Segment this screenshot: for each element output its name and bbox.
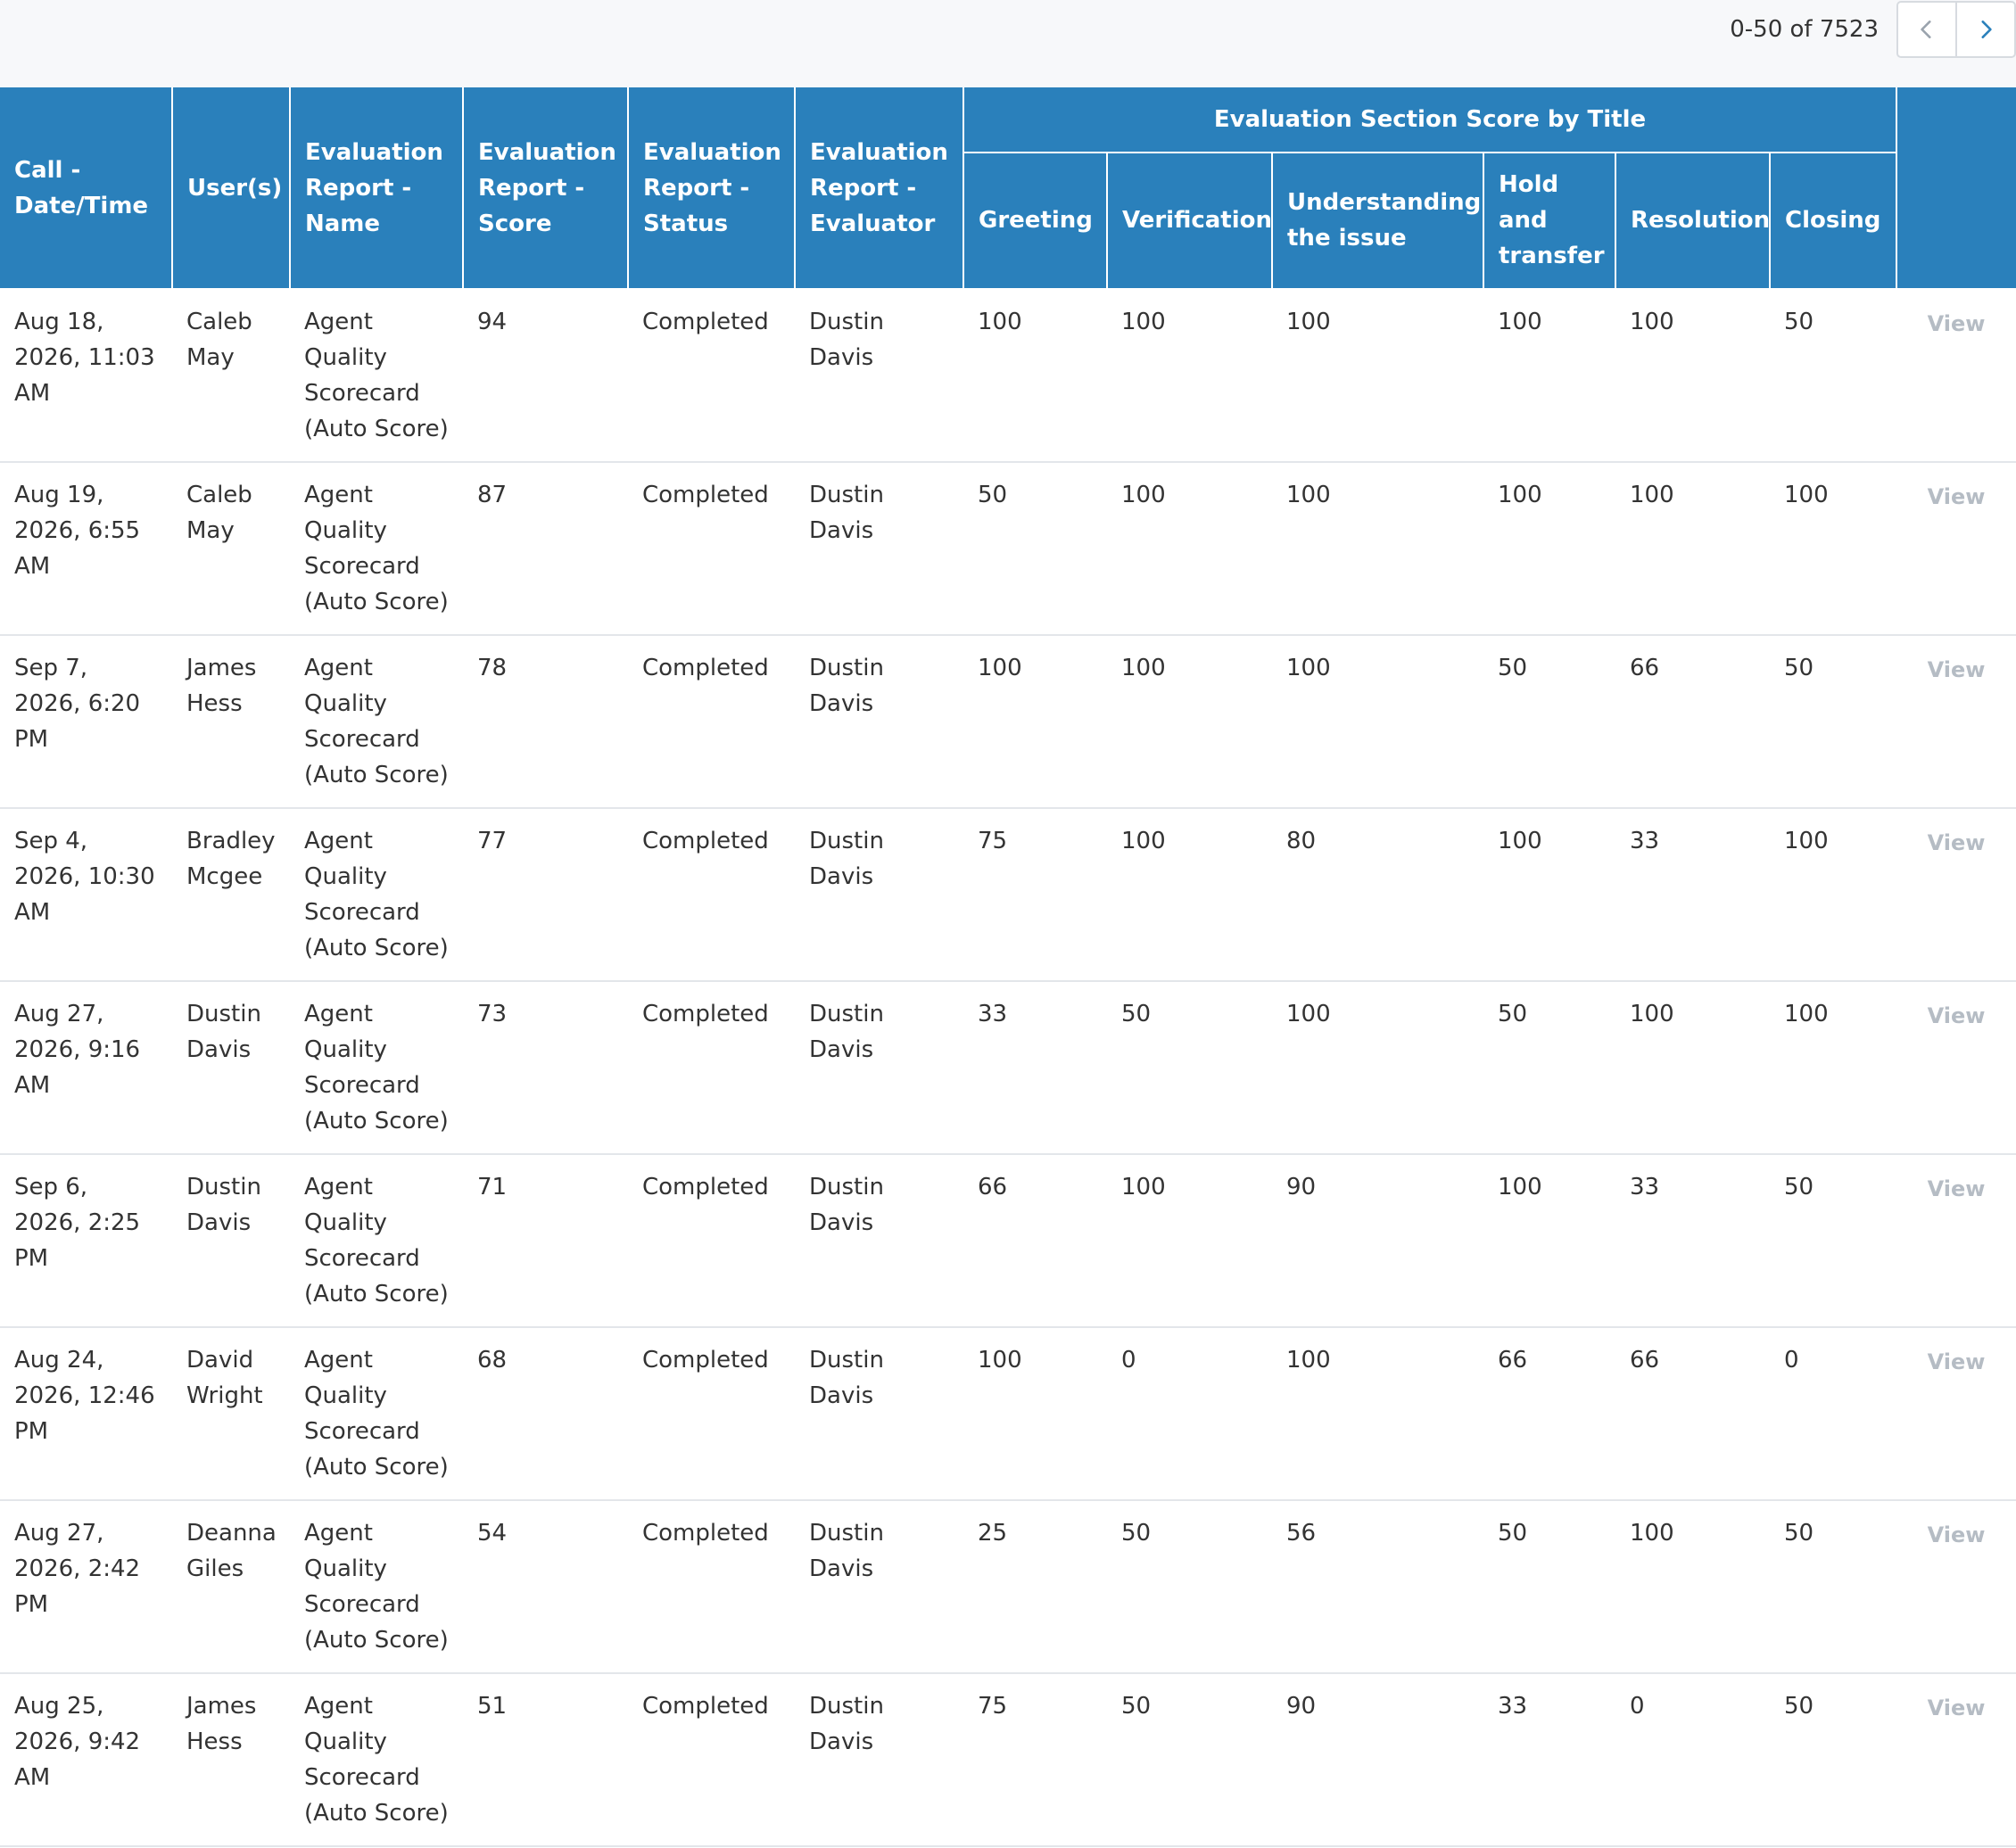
cell-hold-transfer-score: 100 [1483,808,1615,981]
table-row[interactable] [0,635,2016,808]
cell-report-status: Completed [628,808,795,981]
cell-report-name: Agent Quality Scorecard (Auto Score) [290,981,463,1154]
cell-verification-score: 100 [1107,289,1272,462]
cell-report-score: 87 [463,462,628,635]
table-row[interactable] [0,981,2016,1154]
cell-report-score: 94 [463,289,628,462]
chevron-right-icon [1974,18,1997,41]
column-header-verification[interactable]: Verification [1107,153,1272,289]
cell-report-evaluator: Dustin Davis [795,1154,963,1327]
cell-hold-transfer-score: 50 [1483,635,1615,808]
cell-user: James Hess [172,635,290,808]
column-header-report-name[interactable]: Evaluation Report - Name [290,87,463,289]
cell-report-status: Completed [628,1154,795,1327]
cell-report-status: Completed [628,1673,795,1846]
cell-report-score: 73 [463,981,628,1154]
cell-call-datetime: Aug 27, 2026, 9:16 AM [0,981,172,1154]
cell-report-score: 68 [463,1327,628,1500]
pagination [1730,0,2016,59]
cell-greeting-score: 25 [963,1500,1107,1673]
table-row[interactable] [0,462,2016,635]
cell-call-datetime: Aug 25, 2026, 9:42 AM [0,1673,172,1846]
cell-understanding-score: 56 [1272,1500,1483,1673]
column-header-actions [1896,87,2016,289]
cell-report-evaluator: Dustin Davis [795,808,963,981]
cell-report-evaluator: Dustin Davis [795,635,963,808]
cell-understanding-score: 100 [1272,981,1483,1154]
cell-resolution-score: 66 [1615,1327,1770,1500]
column-header-hold-transfer[interactable]: Hold and transfer [1483,153,1615,289]
cell-report-score: 51 [463,1673,628,1846]
cell-verification-score: 100 [1107,635,1272,808]
previous-page-button[interactable] [1898,3,1955,56]
cell-verification-score: 50 [1107,981,1272,1154]
table-body [0,289,2016,1846]
cell-resolution-score: 100 [1615,289,1770,462]
cell-closing-score: 0 [1770,1327,1896,1500]
cell-report-name: Agent Quality Scorecard (Auto Score) [290,1327,463,1500]
cell-resolution-score: 0 [1615,1673,1770,1846]
cell-greeting-score: 100 [963,1327,1107,1500]
cell-hold-transfer-score: 100 [1483,462,1615,635]
cell-understanding-score: 90 [1272,1673,1483,1846]
cell-closing-score: 50 [1770,635,1896,808]
view-link[interactable]: View [1896,808,2016,981]
cell-report-evaluator: Dustin Davis [795,1500,963,1673]
cell-closing-score: 50 [1770,1500,1896,1673]
cell-verification-score: 100 [1107,462,1272,635]
cell-report-evaluator: Dustin Davis [795,1327,963,1500]
cell-report-status: Completed [628,635,795,808]
column-header-report-evaluator[interactable]: Evaluation Report - Evaluator [795,87,963,289]
evaluations-table [0,87,2016,1847]
cell-resolution-score: 33 [1615,808,1770,981]
cell-closing-score: 50 [1770,1673,1896,1846]
cell-hold-transfer-score: 100 [1483,1154,1615,1327]
cell-report-status: Completed [628,1327,795,1500]
cell-resolution-score: 66 [1615,635,1770,808]
cell-resolution-score: 100 [1615,981,1770,1154]
cell-closing-score: 50 [1770,1154,1896,1327]
cell-report-status: Completed [628,1500,795,1673]
cell-report-name: Agent Quality Scorecard (Auto Score) [290,1154,463,1327]
view-link[interactable]: View [1896,981,2016,1154]
cell-understanding-score: 100 [1272,1327,1483,1500]
table-row[interactable] [0,1500,2016,1673]
cell-greeting-score: 75 [963,808,1107,981]
pagination-range: 0-50 of 7523 [1730,16,1879,43]
cell-report-name: Agent Quality Scorecard (Auto Score) [290,462,463,635]
cell-user: James Hess [172,1673,290,1846]
cell-verification-score: 100 [1107,1154,1272,1327]
column-header-resolution[interactable]: Resolution [1615,153,1770,289]
chevron-left-icon [1915,18,1938,41]
cell-understanding-score: 100 [1272,635,1483,808]
cell-verification-score: 50 [1107,1673,1272,1846]
cell-greeting-score: 100 [963,289,1107,462]
cell-closing-score: 100 [1770,981,1896,1154]
cell-report-status: Completed [628,981,795,1154]
cell-closing-score: 100 [1770,808,1896,981]
cell-report-name: Agent Quality Scorecard (Auto Score) [290,1500,463,1673]
cell-hold-transfer-score: 66 [1483,1327,1615,1500]
cell-resolution-score: 100 [1615,1500,1770,1673]
cell-understanding-score: 100 [1272,289,1483,462]
cell-hold-transfer-score: 50 [1483,1500,1615,1673]
cell-report-status: Completed [628,462,795,635]
cell-hold-transfer-score: 33 [1483,1673,1615,1846]
cell-call-datetime: Aug 27, 2026, 2:42 PM [0,1500,172,1673]
cell-greeting-score: 50 [963,462,1107,635]
cell-report-score: 71 [463,1154,628,1327]
cell-report-evaluator: Dustin Davis [795,289,963,462]
cell-call-datetime: Aug 19, 2026, 6:55 AM [0,462,172,635]
cell-report-score: 78 [463,635,628,808]
view-link[interactable]: View [1896,1154,2016,1327]
cell-user: Caleb May [172,289,290,462]
column-header-users[interactable]: User(s) [172,87,290,289]
cell-report-status: Completed [628,289,795,462]
cell-user: Caleb May [172,462,290,635]
cell-call-datetime: Sep 4, 2026, 10:30 AM [0,808,172,981]
cell-report-evaluator: Dustin Davis [795,981,963,1154]
toolbar [0,0,2016,87]
table-row[interactable] [0,289,2016,462]
cell-greeting-score: 33 [963,981,1107,1154]
table-row[interactable] [0,1327,2016,1500]
cell-resolution-score: 33 [1615,1154,1770,1327]
table-row[interactable] [0,1673,2016,1846]
column-header-report-status[interactable]: Evaluation Report - Status [628,87,795,289]
view-link[interactable]: View [1896,1673,2016,1846]
cell-verification-score: 0 [1107,1327,1272,1500]
next-page-button[interactable] [1955,3,2014,56]
cell-user: Bradley Mcgee [172,808,290,981]
cell-call-datetime: Aug 18, 2026, 11:03 AM [0,289,172,462]
cell-understanding-score: 90 [1272,1154,1483,1327]
cell-report-name: Agent Quality Scorecard (Auto Score) [290,289,463,462]
view-link[interactable]: View [1896,462,2016,635]
column-header-report-score[interactable]: Evaluation Report - Score [463,87,628,289]
cell-report-evaluator: Dustin Davis [795,462,963,635]
view-link[interactable]: View [1896,289,2016,462]
cell-user: Deanna Giles [172,1500,290,1673]
cell-report-name: Agent Quality Scorecard (Auto Score) [290,635,463,808]
cell-user: Dustin Davis [172,981,290,1154]
cell-greeting-score: 66 [963,1154,1107,1327]
cell-understanding-score: 100 [1272,462,1483,635]
table-row[interactable] [0,808,2016,981]
cell-verification-score: 100 [1107,808,1272,981]
cell-user: Dustin Davis [172,1154,290,1327]
cell-understanding-score: 80 [1272,808,1483,981]
cell-closing-score: 100 [1770,462,1896,635]
cell-call-datetime: Aug 24, 2026, 12:46 PM [0,1327,172,1500]
cell-report-name: Agent Quality Scorecard (Auto Score) [290,1673,463,1846]
pagination-buttons [1896,1,2016,58]
cell-report-score: 54 [463,1500,628,1673]
column-header-greeting[interactable]: Greeting [963,153,1107,289]
column-header-call-datetime[interactable]: Call - Date/Time [0,87,172,289]
table-row[interactable] [0,1154,2016,1327]
column-header-closing[interactable]: Closing [1770,153,1896,289]
cell-resolution-score: 100 [1615,462,1770,635]
cell-greeting-score: 75 [963,1673,1107,1846]
cell-closing-score: 50 [1770,289,1896,462]
cell-greeting-score: 100 [963,635,1107,808]
column-group-section-scores: Evaluation Section Score by Title [963,87,1896,153]
cell-report-evaluator: Dustin Davis [795,1673,963,1846]
cell-user: David Wright [172,1327,290,1500]
cell-hold-transfer-score: 100 [1483,289,1615,462]
cell-report-score: 77 [463,808,628,981]
cell-call-datetime: Sep 7, 2026, 6:20 PM [0,635,172,808]
cell-hold-transfer-score: 50 [1483,981,1615,1154]
view-link[interactable]: View [1896,1500,2016,1673]
cell-call-datetime: Sep 6, 2026, 2:25 PM [0,1154,172,1327]
view-link[interactable]: View [1896,635,2016,808]
view-link[interactable]: View [1896,1327,2016,1500]
cell-report-name: Agent Quality Scorecard (Auto Score) [290,808,463,981]
column-header-understanding[interactable]: Understanding the issue [1272,153,1483,289]
cell-verification-score: 50 [1107,1500,1272,1673]
